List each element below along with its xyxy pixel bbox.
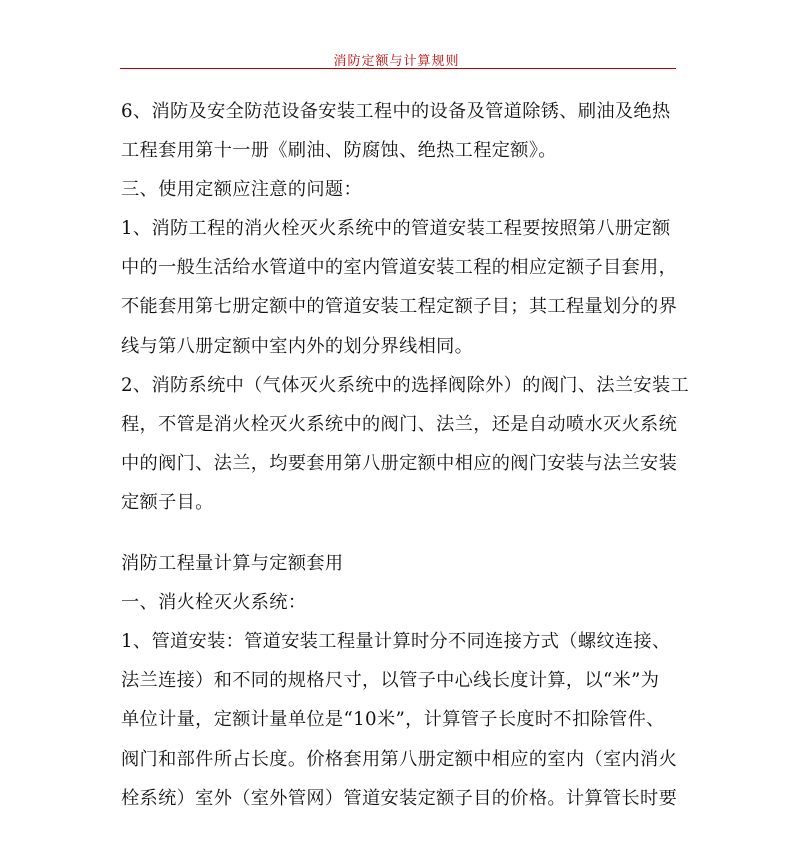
- document-body: [121, 92, 690, 818]
- paragraph-line: 2、消防系统中（气体灭火系统中的选择阀除外）的阀门、法兰安装工: [121, 374, 690, 396]
- paragraph-line: 中的一般生活给水管道中的室内管道安装工程的相应定额子目套用，: [121, 257, 678, 279]
- paragraph-gap: [121, 522, 681, 544]
- section-heading: 一、消火栓灭火系统：: [121, 592, 307, 614]
- paragraph-line: 线与第八册定额中室内外的划分界线相同。: [121, 335, 474, 357]
- paragraph-line: 工程套用第十一册《刷油、防腐蚀、绝热工程定额》。: [121, 140, 557, 162]
- paragraph-line: 单位计量，定额计量单位是“10米”，计算管子长度时不扣除管件、: [121, 709, 665, 731]
- paragraph-line: 中的阀门、法兰，均要套用第八册定额中相应的阀门安装与法兰安装: [121, 452, 678, 474]
- section-heading: 三、使用定额应注意的问题：: [121, 179, 362, 201]
- section-title: 消防工程量计算与定额套用: [121, 553, 344, 575]
- page-header-title: 消防定额与计算规则: [333, 54, 460, 69]
- paragraph-line: 1、管道安装：管道安装工程量计算时分不同连接方式（螺纹连接、: [121, 631, 671, 653]
- paragraph-line: 不能套用第七册定额中的管道安装工程定额子目；其工程量划分的界: [121, 296, 678, 318]
- paragraph-line: 1、消防工程的消火栓灭火系统中的管道安装工程要按照第八册定额: [121, 218, 671, 240]
- paragraph-line: 定额子目。: [121, 491, 214, 513]
- paragraph-line: 阀门和部件所占长度。价格套用第八册定额中相应的室内（室内消火: [121, 748, 678, 770]
- paragraph-line: 法兰连接）和不同的规格尺寸，以管子中心线长度计算，以“米”为: [121, 670, 660, 692]
- paragraph-line: 栓系统）室外（室外管网）管道安装定额子目的价格。计算管长时要: [121, 787, 678, 809]
- header-divider: [120, 68, 676, 69]
- paragraph-line: 程，不管是消火栓灭火系统中的阀门、法兰，还是自动喷水灭火系统: [121, 413, 678, 435]
- paragraph-line: 6、消防及安全防范设备安装工程中的设备及管道除锈、刷油及绝热: [121, 101, 671, 122]
